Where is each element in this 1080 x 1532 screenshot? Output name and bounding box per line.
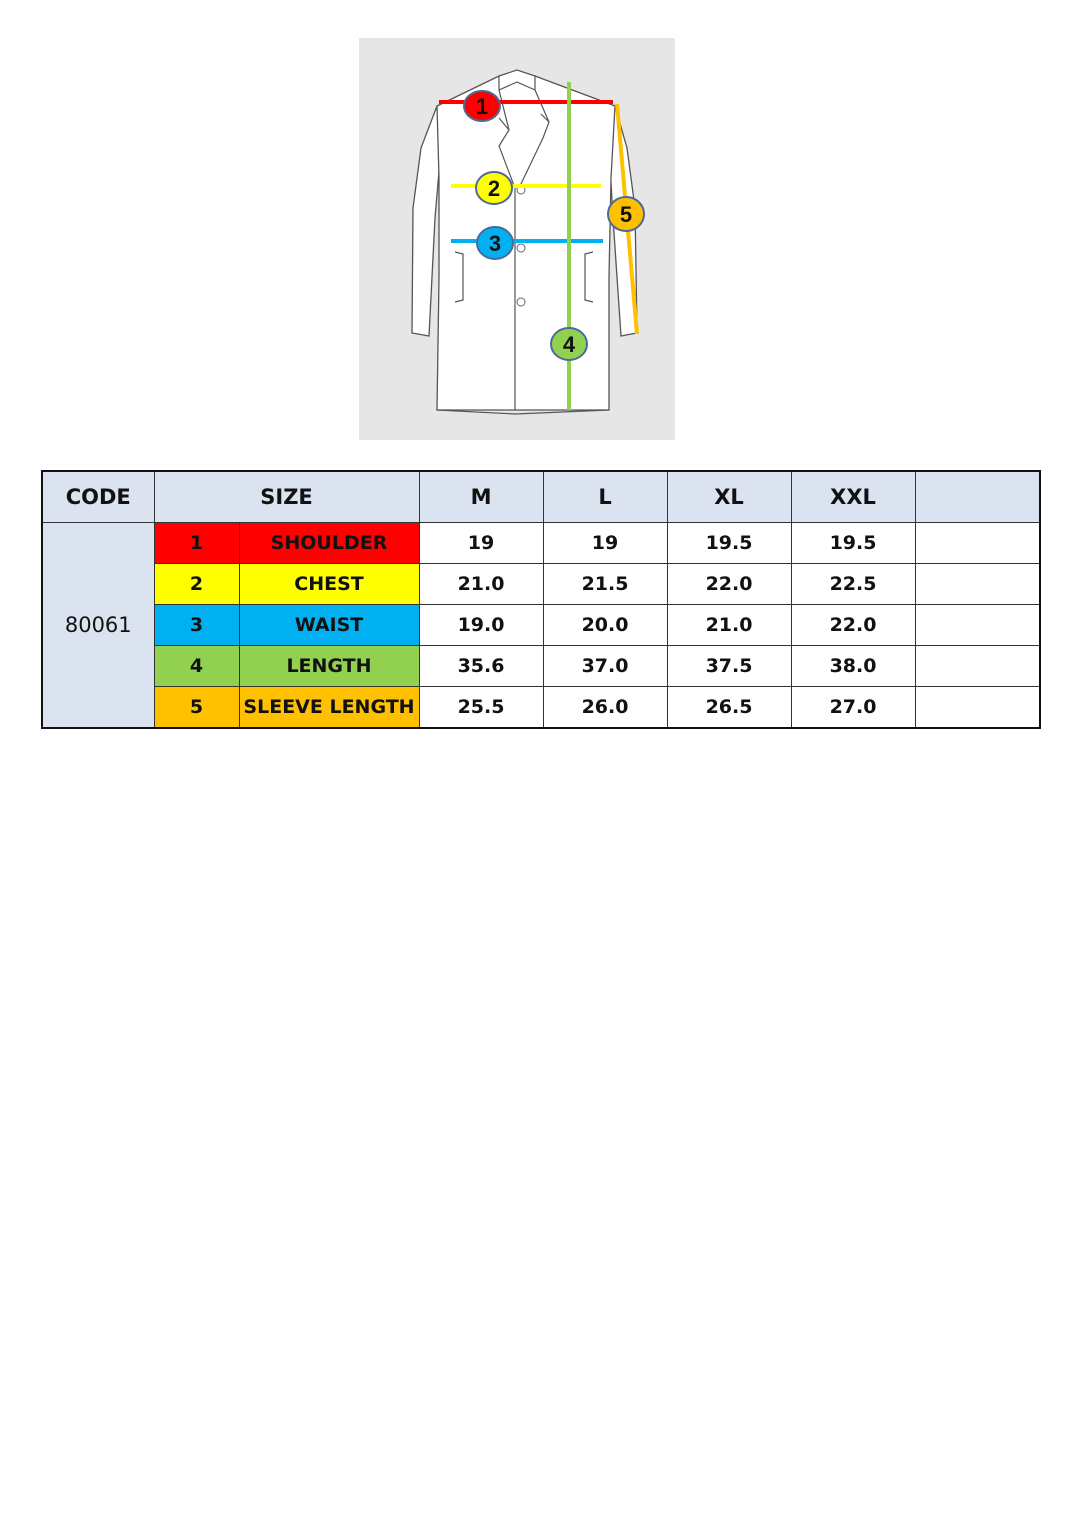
header-blank <box>915 471 1040 523</box>
measure-number: 3 <box>154 605 239 646</box>
value-cell: 27.0 <box>791 687 915 729</box>
table-row <box>42 687 1040 729</box>
table-row <box>42 523 1040 564</box>
header-size-xl: XL <box>667 471 791 523</box>
table-row <box>42 646 1040 687</box>
svg-text:5: 5 <box>619 202 633 227</box>
table-row <box>42 605 1040 646</box>
measure-number: 4 <box>154 646 239 687</box>
header-size-xxl: XXL <box>791 471 915 523</box>
coat-measurement-diagram <box>359 38 675 440</box>
measure-number: 1 <box>154 523 239 564</box>
value-cell: 37.0 <box>543 646 667 687</box>
value-cell: 19.5 <box>791 523 915 564</box>
header-code: CODE <box>42 471 154 523</box>
svg-text:2: 2 <box>487 176 501 201</box>
svg-text:3: 3 <box>488 231 502 256</box>
value-cell: 21.0 <box>667 605 791 646</box>
coat-diagram-icon <box>359 38 675 440</box>
header-size: SIZE <box>154 471 419 523</box>
value-cell: 19.5 <box>667 523 791 564</box>
value-cell: 37.5 <box>667 646 791 687</box>
value-cell: 26.0 <box>543 687 667 729</box>
svg-text:4: 4 <box>562 332 576 357</box>
badge-1-icon <box>464 91 500 121</box>
value-cell: 35.6 <box>419 646 543 687</box>
measure-name: CHEST <box>239 564 419 605</box>
value-cell: 21.0 <box>419 564 543 605</box>
value-cell <box>915 564 1040 605</box>
value-cell: 19.0 <box>419 605 543 646</box>
value-cell <box>915 523 1040 564</box>
measure-name: SLEEVE LENGTH <box>239 687 419 729</box>
value-cell <box>915 687 1040 729</box>
measure-number: 2 <box>154 564 239 605</box>
value-cell: 19 <box>419 523 543 564</box>
value-cell: 22.0 <box>667 564 791 605</box>
value-cell <box>915 646 1040 687</box>
left-sleeve-icon <box>412 106 441 336</box>
value-cell: 19 <box>543 523 667 564</box>
measure-name: SHOULDER <box>239 523 419 564</box>
value-cell <box>915 605 1040 646</box>
size-chart-table <box>41 470 1041 729</box>
value-cell: 22.5 <box>791 564 915 605</box>
table-row <box>42 564 1040 605</box>
measure-name: WAIST <box>239 605 419 646</box>
header-size-l: L <box>543 471 667 523</box>
badge-2-icon <box>476 172 512 204</box>
badge-3-icon <box>477 227 513 259</box>
badge-5-icon <box>608 197 644 231</box>
measure-name: LENGTH <box>239 646 419 687</box>
header-size-m: M <box>419 471 543 523</box>
value-cell: 21.5 <box>543 564 667 605</box>
badge-4-icon <box>551 328 587 360</box>
value-cell: 26.5 <box>667 687 791 729</box>
value-cell: 20.0 <box>543 605 667 646</box>
value-cell: 38.0 <box>791 646 915 687</box>
value-cell: 22.0 <box>791 605 915 646</box>
value-cell: 25.5 <box>419 687 543 729</box>
product-code: 80061 <box>42 523 154 729</box>
table-header-row <box>42 471 1040 523</box>
measure-number: 5 <box>154 687 239 729</box>
svg-text:1: 1 <box>475 94 489 119</box>
